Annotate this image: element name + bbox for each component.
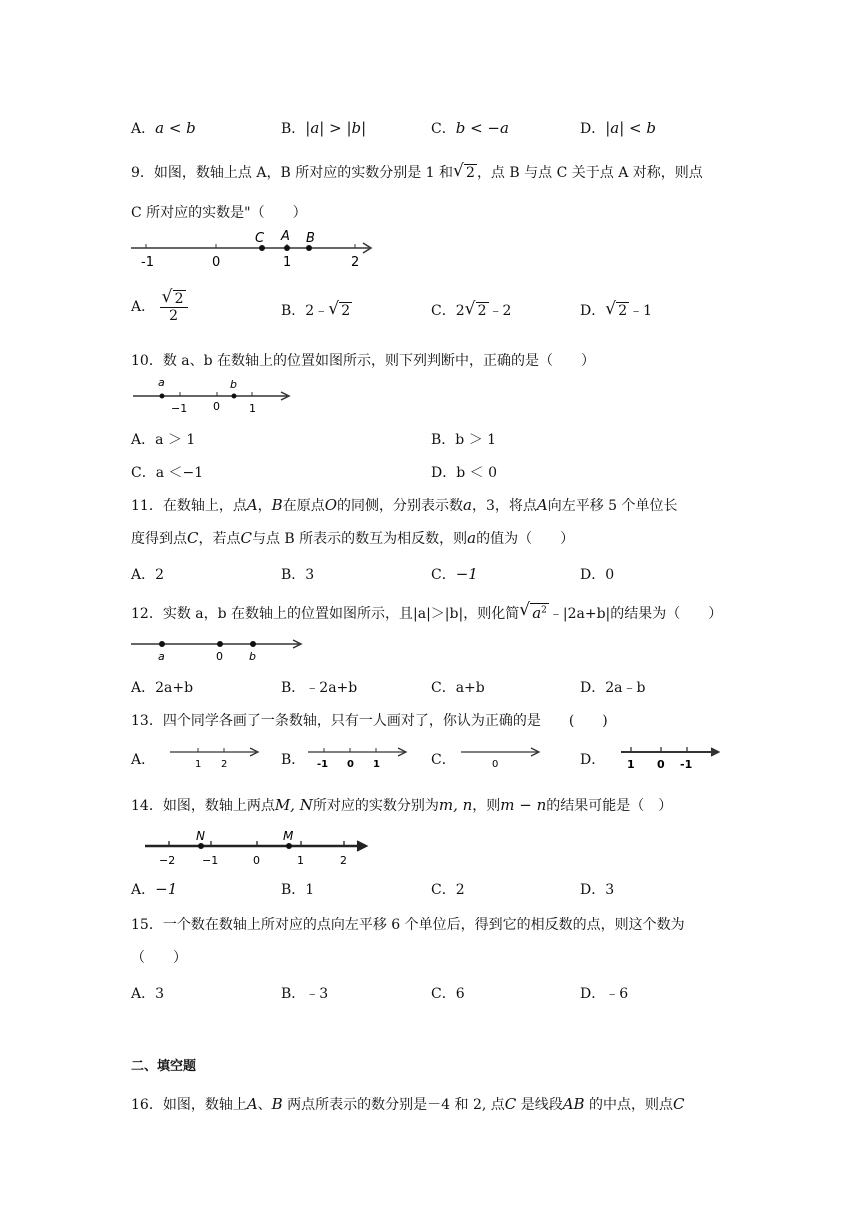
label-a: a — [158, 376, 165, 389]
q11-option-c: C．−1 — [431, 565, 478, 583]
q9-number-line — [129, 228, 379, 272]
q13-axis-a — [168, 742, 263, 772]
tick-1: 1 — [195, 759, 202, 770]
point-a — [160, 394, 165, 399]
q13-axis-b — [306, 742, 411, 772]
q8-option-c: C．b < −a — [431, 119, 509, 137]
tick-neg1: -1 — [141, 255, 154, 270]
q11-option-a: A．2 — [131, 567, 165, 583]
point-b — [232, 394, 237, 399]
q11-stem-line2: 度得到点C，若点C与点 B 所表示的数互为相反数，则a的值为（ ） — [131, 529, 575, 547]
tick-0: 0 — [253, 854, 260, 867]
q12-option-b: B．﹣2a+b — [281, 680, 358, 696]
q13-stem: 13．四个同学各画了一条数轴，只有一人画对了，你认为正确的是 ( ) — [131, 713, 608, 729]
q15-stem-line1: 15．一个数在数轴上所对应的点向左平移 6 个单位后，得到它的相反数的点，则这个数为 — [131, 917, 685, 933]
tick-0: 0 — [347, 759, 354, 770]
tick-neg1: −1 — [171, 402, 188, 415]
point-n — [198, 843, 204, 849]
section-title: 二、填空题 — [131, 1059, 197, 1074]
q15-option-c: C．6 — [431, 986, 465, 1002]
q9-stem-line1: 9．如图，数轴上点 A，B 所对应的实数分别是 1 和√ 2 ，点 B 与点 C 关于点 A 对称，则点 — [131, 162, 703, 182]
q12-stem: 12．实数 a，b 在数轴上的位置如图所示，且|a|＞|b|，则化简√ $a^2$ ﹣|2a+b|的结果为（ ） — [131, 603, 722, 623]
q9-option-c: C．2√ 2 ﹣2 — [431, 300, 511, 320]
q12-option-d: D．2a﹣b — [580, 680, 646, 696]
q10-option-c: C．a ＜−1 — [131, 465, 204, 481]
q10-option-b: B．b ＞ 1 — [431, 432, 497, 448]
label-a: A — [281, 229, 290, 244]
label-c: C — [255, 231, 265, 246]
q13-axis-c — [459, 742, 544, 772]
q13-axis-d — [619, 742, 724, 772]
q16-stem: 16．如图，数轴上A、B 两点所表示的数分别是－4 和 2, 点C 是线段AB 的中点，则点C — [131, 1095, 685, 1113]
q15-option-d: D．﹣6 — [580, 986, 629, 1002]
tick-2: 2 — [221, 759, 228, 770]
q13-option-b: B． — [281, 752, 306, 768]
label-0: 0 — [216, 650, 223, 663]
tick-1: 1 — [249, 402, 256, 415]
label-a: a — [158, 650, 165, 663]
q15-option-a: A．3 — [131, 986, 165, 1002]
q14-stem: 14．如图，数轴上两点M, N所对应的实数分别为m, n，则m − n的结果可能是（ ） — [131, 796, 673, 814]
label-b: b — [230, 378, 237, 391]
q10-number-line — [129, 372, 299, 416]
point-a — [159, 641, 165, 647]
q9-option-b: B．2﹣√ 2 — [281, 300, 352, 320]
point-a — [284, 245, 290, 251]
q12-option-c: C．a+b — [431, 680, 485, 696]
tick-0: 0 — [212, 255, 221, 270]
tick-neg1: -1 — [317, 759, 329, 770]
q12-option-a: A．2a+b — [131, 680, 194, 696]
q14-option-c: C．2 — [431, 882, 465, 898]
q13-option-a: A． — [131, 752, 156, 768]
q11-stem-line1: 11．在数轴上，点A，B在原点O的同侧，分别表示数a，3，将点A向左平移 5 个单位长 — [131, 496, 678, 514]
tick-neg2: −2 — [159, 854, 176, 867]
q9-stem-line2: C 所对应的实数是"（ ） — [131, 205, 307, 221]
label-m: M — [283, 829, 294, 843]
q10-option-a: A．a ＞ 1 — [131, 432, 196, 448]
tick-1: 1 — [297, 854, 304, 867]
tick-0: 0 — [213, 400, 220, 413]
q14-number-line — [143, 826, 375, 870]
tick-2: 2 — [340, 854, 347, 867]
q9-option-d: D．√ 2 ﹣1 — [580, 300, 652, 320]
q12-number-line — [129, 632, 309, 664]
tick-1: 1 — [283, 255, 292, 270]
point-m — [286, 843, 292, 849]
tick-neg1: -1 — [680, 758, 693, 771]
label-n: N — [196, 829, 205, 843]
q13-option-d: D． — [580, 752, 606, 768]
tick-0: 0 — [492, 759, 499, 770]
q11-option-b: B．3 — [281, 567, 315, 583]
q11-option-d: D．0 — [580, 567, 615, 583]
q15-stem-line2: （ ） — [131, 950, 187, 966]
q14-option-a: A．−1 — [131, 880, 178, 898]
label-b: B — [306, 231, 315, 246]
q10-stem: 10．数 a、b 在数轴上的位置如图所示，则下列判断中，正确的是（ ） — [131, 353, 596, 369]
q10-option-d: D．b ＜ 0 — [431, 465, 497, 481]
label-b: b — [249, 650, 256, 663]
q15-option-b: B．﹣3 — [281, 986, 329, 1002]
q9-option-a: A． √ $\frac{2}{2}$ — [131, 290, 188, 324]
tick-neg1: −1 — [202, 854, 219, 867]
q8-option-d: D．|a| < b — [580, 119, 656, 137]
tick-1: 1 — [373, 759, 380, 770]
q14-option-d: D．3 — [580, 882, 615, 898]
tick-1: 1 — [627, 758, 635, 771]
q8-option-a: A．a < b — [131, 119, 196, 137]
point-b — [250, 641, 256, 647]
q14-option-b: B．1 — [281, 882, 315, 898]
q8-option-b: B．|a| > |b| — [281, 119, 367, 137]
tick-0: 0 — [657, 758, 665, 771]
q13-option-c: C． — [431, 752, 456, 768]
tick-2: 2 — [351, 255, 360, 270]
point-0 — [217, 641, 223, 647]
